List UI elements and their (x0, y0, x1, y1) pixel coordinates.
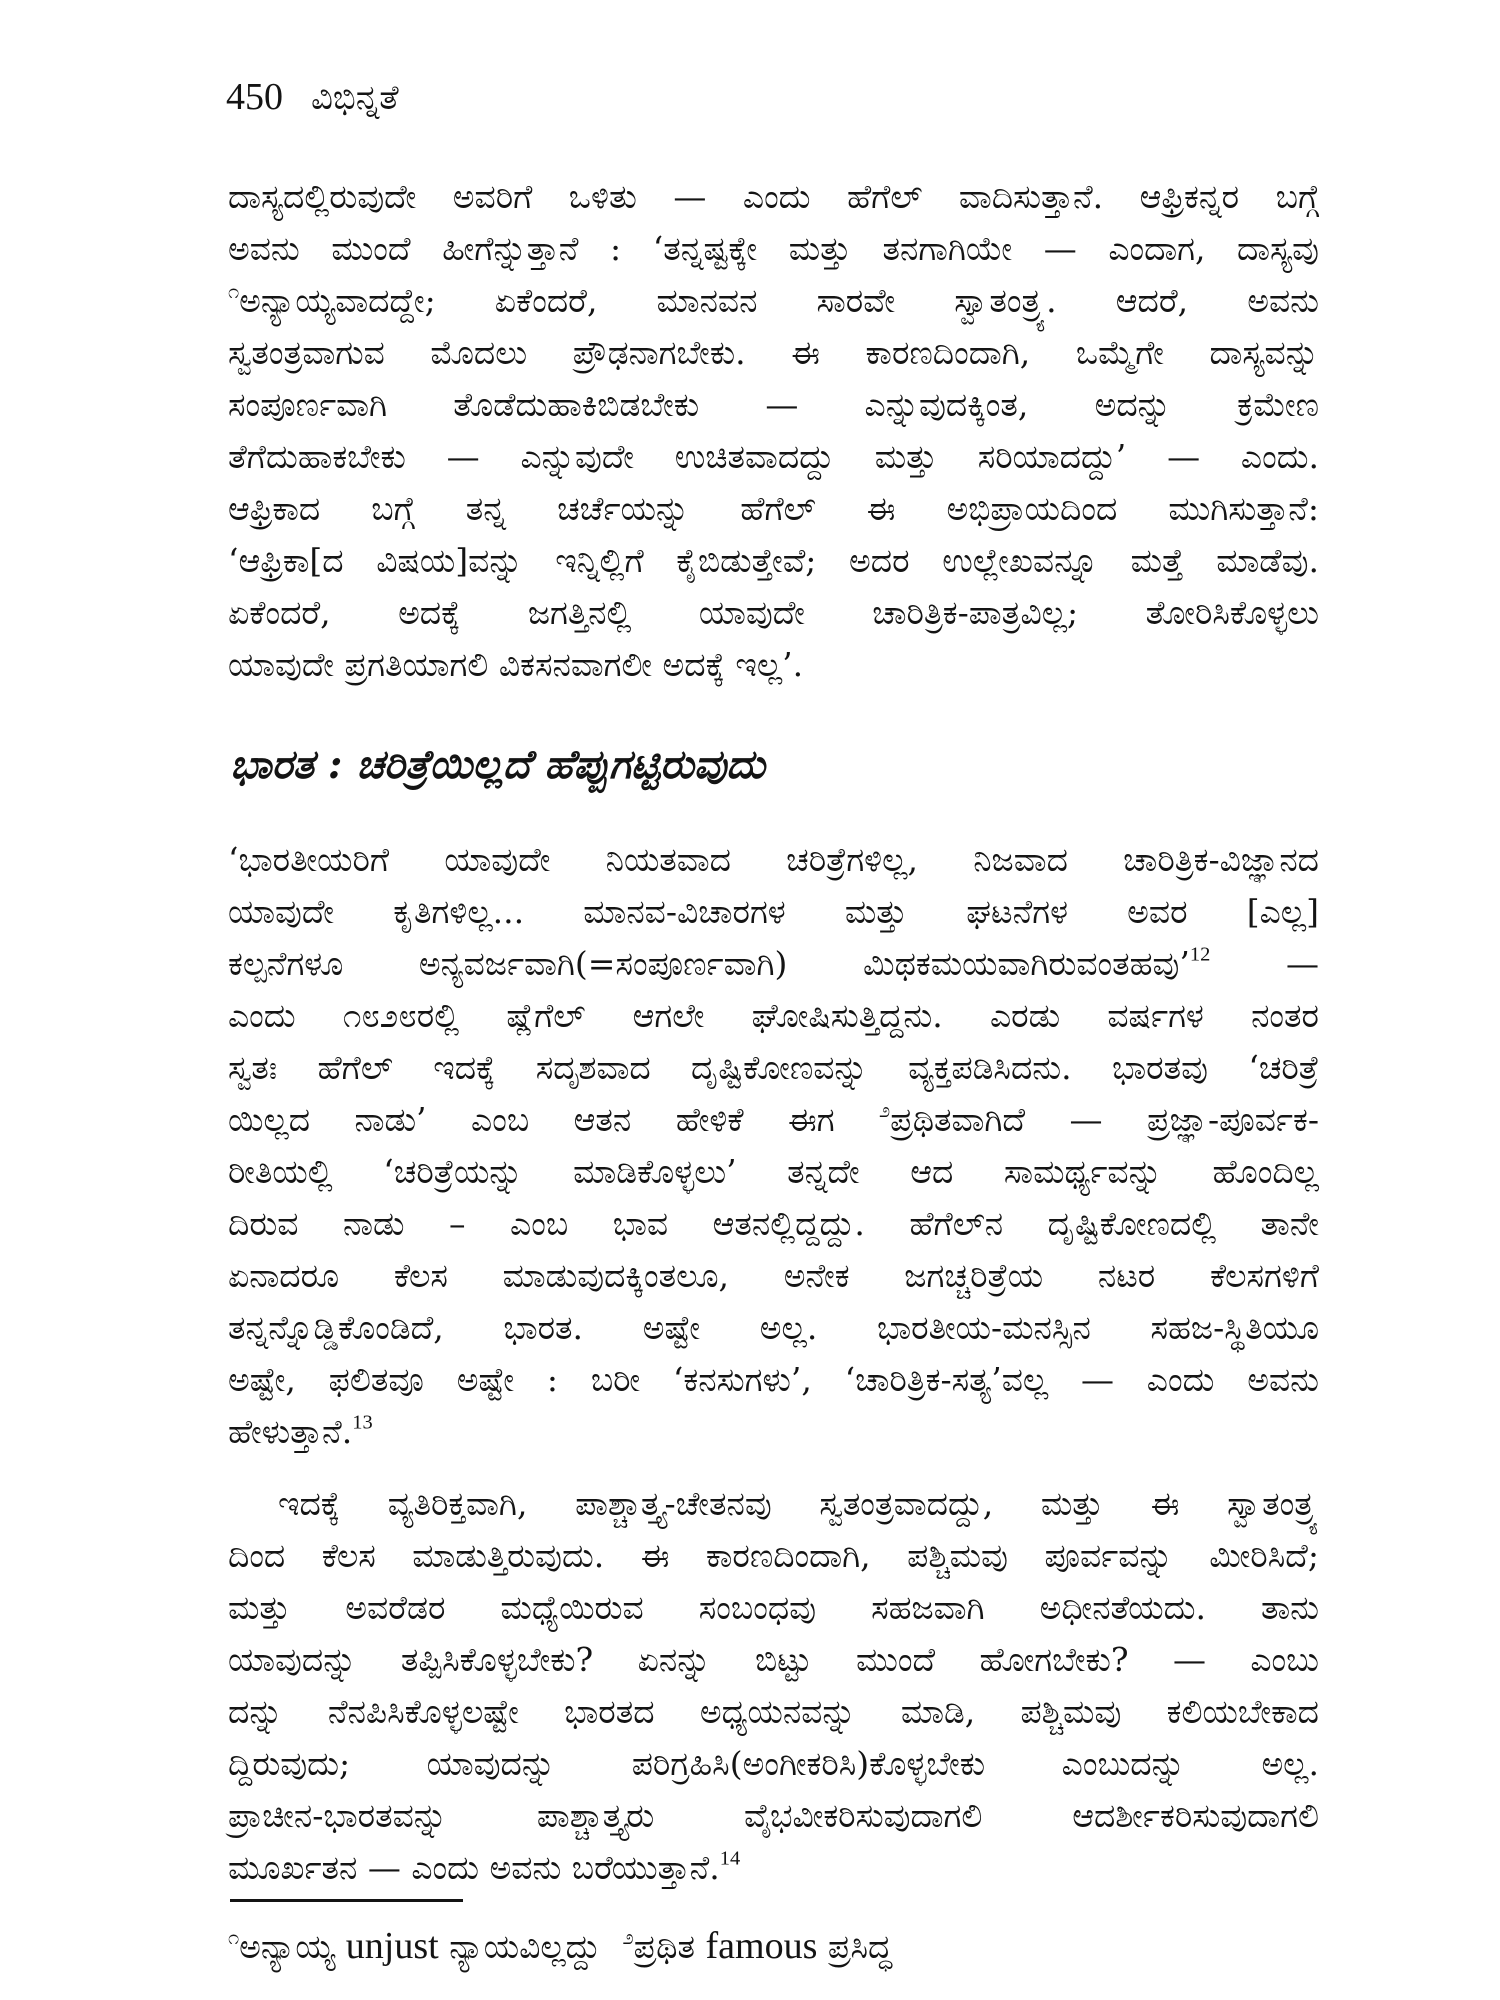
footnote-ref-14: 14 (719, 1847, 741, 1870)
paragraph-1 (228, 171, 1319, 691)
text-line: ಯಾವುದೇ ಕೃತಿಗಳಿಲ್ಲ... ಮಾನವ-ವಿಚಾರಗಳ ಮತ್ತು ಘಟನೆಗಳ ಅವರ [ಎಲ್ಲ] (228, 892, 1319, 931)
gloss-term: ಪ್ರಥಿತ (633, 1927, 695, 1966)
text-segment: ಮೂರ್ಖತನ — ಎಂದು ಅವನು ಬರೆಯುತ್ತಾನೆ. (228, 1848, 720, 1887)
page-number: 450 (226, 76, 283, 118)
section-heading: ಭಾರತ : ಚರಿತ್ರೆಯಿಲ್ಲದೆ ಹೆಪ್ಪುಗಟ್ಟಿರುವುದು (230, 741, 765, 788)
gloss-english: unjust (345, 1925, 439, 1967)
text-line: ಪ್ರಾಚೀನ-ಭಾರತವನ್ನು ಪಾಶ್ಚಾತ್ತ್ಯರು ವೈಭವೀಕರಿಸುವುದಾಗಲಿ ಆದರ್ಶೀಕರಿಸುವುದಾಗಲಿ (228, 1796, 1319, 1835)
text-line: ಸಂಪೂರ್ಣವಾಗಿ ತೊಡೆದುಹಾಕಿಬಿಡಬೇಕು — ಎನ್ನುವುದಕ್ಕಿಂತ, ಅದನ್ನು ಕ್ರಮೇಣ (228, 385, 1319, 424)
gloss-kannada: ಪ್ರಸಿದ್ಧ (827, 1927, 892, 1966)
footnote-divider (230, 1899, 463, 1902)
text-line (228, 1406, 1319, 1458)
text-line: ತನ್ನನ್ನೊಡ್ಡಿಕೊಂಡಿದೆ, ಭಾರತ. ಅಷ್ಟೇ ಅಲ್ಲ. ಭಾರತೀಯ-ಮನಸ್ಸಿನ ಸಹಜ-ಸ್ಥಿತಿಯೂ (228, 1308, 1319, 1347)
text-segment: ಅನ್ಯಾಯ್ಯವಾದದ್ದೇ; ಏಕೆಂದರೆ, ಮಾನವನ ಸಾರವೇ ಸ್ವಾತಂತ್ರ್ಯ. ಆದರೆ, ಅವನು (239, 281, 1319, 320)
text-line: ಅಷ್ಟೇ, ಫಲಿತವೂ ಅಷ್ಟೇ : ಬರೀ ‘ಕನಸುಗಳು’, ‘ಚಾರಿತ್ರಿಕ-ಸತ್ಯ’ವಲ್ಲ — ಎಂದು ಅವನು (228, 1360, 1319, 1399)
gloss-english: famous (705, 1925, 818, 1967)
text-line: ಮತ್ತು ಅವರೆಡರ ಮಧ್ಯೆಯಿರುವ ಸಂಬಂಧವು ಸಹಜವಾಗಿ ಅಧೀನತೆಯದು. ತಾನು (228, 1588, 1319, 1627)
footnote-ref-12: 12 (1189, 943, 1211, 966)
text-line: ಆಫ್ರಿಕಾದ ಬಗ್ಗೆ ತನ್ನ ಚರ್ಚೆಯನ್ನು ಹೆಗೆಲ್ ಈ ಅಭಿಪ್ರಾಯದಿಂದ ಮುಗಿಸುತ್ತಾನೆ: (228, 489, 1319, 528)
text-line: ಏಕೆಂದರೆ, ಅದಕ್ಕೆ ಜಗತ್ತಿನಲ್ಲಿ ಯಾವುದೇ ಚಾರಿತ್ರಿಕ-ಪಾತ್ರವಿಲ್ಲ; ತೋರಿಸಿಕೊಳ್ಳಲು (228, 593, 1319, 632)
gloss-kannada: ನ್ಯಾಯವಿಲ್ಲದ್ದು (449, 1927, 601, 1966)
text-segment: ಹೇಳುತ್ತಾನೆ. (228, 1412, 353, 1451)
text-line: ಇದಕ್ಕೆ ವ್ಯತಿರಿಕ್ತವಾಗಿ, ಪಾಶ್ಚಾತ್ತ್ಯ-ಚೇತನವು ಸ್ವತಂತ್ರವಾದದ್ದು, ಮತ್ತು ಈ ಸ್ವಾತಂತ್ರ್ಯ (278, 1484, 1319, 1523)
text-line: ಅವನು ಮುಂದೆ ಹೀಗೆನ್ನುತ್ತಾನೆ : ‘ತನ್ನಷ್ಟಕ್ಕೇ ಮತ್ತು ತನಗಾಗಿಯೇ — ಎಂದಾಗ, ದಾಸ್ಯವು (228, 229, 1319, 268)
text-line: ‘ಭಾರತೀಯರಿಗೆ ಯಾವುದೇ ನಿಯತವಾದ ಚರಿತ್ರೆಗಳಿಲ್ಲ, ನಿಜವಾದ ಚಾರಿತ್ರಿಕ-ವಿಜ್ಞಾನದ (228, 840, 1319, 879)
text-line: ಯಾವುದೇ ಪ್ರಗತಿಯಾಗಲಿ ವಿಕಸನವಾಗಲೀ ಅದಕ್ಕೆ ಇಲ್ಲ’. (228, 645, 804, 684)
text-line: ಯಾವುದನ್ನು ತಪ್ಪಿಸಿಕೊಳ್ಳಬೇಕು? ಏನನ್ನು ಬಿಟ್ಟು ಮುಂದೆ ಹೋಗಬೇಕು? — ಎಂಬು (228, 1640, 1319, 1679)
gloss-term: ಅನ್ಯಾಯ್ಯ (239, 1927, 336, 1966)
text-line: ತೆಗೆದುಹಾಕಬೇಕು — ಎನ್ನುವುದೇ ಉಚಿತವಾದದ್ದು ಮತ್ತು ಸರಿಯಾದದ್ದು’ — ಎಂದು. (228, 437, 1319, 476)
text-line: ದಿಂದ ಕೆಲಸ ಮಾಡುತ್ತಿರುವುದು. ಈ ಕಾರಣದಿಂದಾಗಿ, ಪಶ್ಚಿಮವು ಪೂರ್ವವನ್ನು ಮೀರಿಸಿದೆ; (228, 1536, 1319, 1575)
footnote-ref-13: 13 (352, 1411, 373, 1434)
text-line: ದನ್ನು ನೆನಪಿಸಿಕೊಳ್ಳಲಷ್ಟೇ ಭಾರತದ ಅಧ್ಯಯನವನ್ನು ಮಾಡಿ, ಪಶ್ಚಿಮವು ಕಲಿಯಬೇಕಾದ (228, 1692, 1319, 1731)
gloss-entry-2 (623, 1927, 893, 1966)
gloss-marker: ೧ (228, 1926, 240, 1950)
running-title: ವಿಭಿನ್ನತೆ (311, 78, 399, 118)
text-line: ದ್ದಿರುವುದು; ಯಾವುದನ್ನು ಪರಿಗ್ರಹಿಸಿ(ಅಂಗೀಕರಿಸಿ)ಕೊಳ್ಳಬೇಕು ಎಂಬುದನ್ನು ಅಲ್ಲ. (228, 1744, 1319, 1783)
text-line: ದಿರುವ ನಾಡು – ಎಂಬ ಭಾವ ಆತನಲ್ಲಿದ್ದದ್ದು. ಹೆಗೆಲ್‌ನ ದೃಷ್ಟಿಕೋಣದಲ್ಲಿ ತಾನೇ (228, 1204, 1319, 1243)
paragraph-2 (228, 834, 1319, 1458)
text-line: ಏನಾದರೂ ಕೆಲಸ ಮಾಡುವುದಕ್ಕಿಂತಲೂ, ಅನೇಕ ಜಗಚ್ಚರಿತ್ರೆಯ ನಟರ ಕೆಲಸಗಳಿಗೆ (228, 1256, 1319, 1295)
text-line (228, 938, 1319, 990)
gloss-marker: ೨ (622, 1926, 634, 1950)
text-line: ರೀತಿಯಲ್ಲಿ ‘ಚರಿತ್ರೆಯನ್ನು ಮಾಡಿಕೊಳ್ಳಲು’ ತನ್ನದೇ ಆದ ಸಾಮರ್ಥ್ಯವನ್ನು ಹೊಂದಿಲ್ಲ (228, 1152, 1319, 1191)
text-line: ಎಂದು ೧೮೨೮ರಲ್ಲಿ ಷ್ಲೆಗೆಲ್ ಆಗಲೇ ಘೋಷಿಸುತ್ತಿದ್ದನು. ಎರಡು ವರ್ಷಗಳ ನಂತರ (228, 996, 1319, 1035)
footnote-glossary (228, 1920, 892, 1972)
text-segment: — (1286, 944, 1319, 983)
paragraph-3 (228, 1478, 1319, 1894)
text-line (228, 1842, 1319, 1894)
text-line: ಸ್ವತಃ ಹೆಗೆಲ್ ಇದಕ್ಕೆ ಸದೃಶವಾದ ದೃಷ್ಟಿಕೋಣವನ್ನು ವ್ಯಕ್ತಪಡಿಸಿದನು. ಭಾರತವು ‘ಚರಿತ್ರೆ (228, 1048, 1319, 1087)
text-segment: ಪ್ರಥಿತವಾಗಿದೆ — ಪ್ರಜ್ಞಾ-ಪೂರ್ವಕ- (890, 1100, 1319, 1139)
gloss-marker: ೨ (879, 1099, 891, 1123)
gloss-entry-1 (228, 1927, 601, 1966)
text-line: ‘ಆಫ್ರಿಕಾ[ದ ವಿಷಯ]ವನ್ನು ಇನ್ನಿಲ್ಲಿಗೆ ಕೈಬಿಡುತ್ತೇವೆ; ಅದರ ಉಲ್ಲೇಖವನ್ನೂ ಮತ್ತೆ ಮಾಡೆವು. (228, 541, 1319, 580)
text-segment: ಯಿಲ್ಲದ ನಾಡು’ ಎಂಬ ಆತನ ಹೇಳಿಕೆ ಈಗ (228, 1100, 835, 1139)
text-segment: ಕಲ್ಪನೆಗಳೂ ಅನ್ಯವರ್ಜವಾಗಿ(=ಸಂಪೂರ್ಣವಾಗಿ) ಮಿಥಕಮಯವಾಗಿರುವಂತಹವು’ (228, 944, 1190, 983)
running-header (226, 72, 399, 122)
text-line (228, 1094, 1319, 1146)
text-line: ದಾಸ್ಯದಲ್ಲಿರುವುದೇ ಅವರಿಗೆ ಒಳಿತು — ಎಂದು ಹೆಗೆಲ್ ವಾದಿಸುತ್ತಾನೆ. ಆಫ್ರಿಕನ್ನರ ಬಗ್ಗೆ (228, 177, 1319, 216)
text-line (228, 275, 1319, 327)
text-line: ಸ್ವತಂತ್ರವಾಗುವ ಮೊದಲು ಪ್ರೌಢನಾಗಬೇಕು. ಈ ಕಾರಣದಿಂದಾಗಿ, ಒಮ್ಮೆಗೇ ದಾಸ್ಯವನ್ನು (228, 333, 1319, 372)
gloss-marker: ೧ (228, 280, 240, 304)
